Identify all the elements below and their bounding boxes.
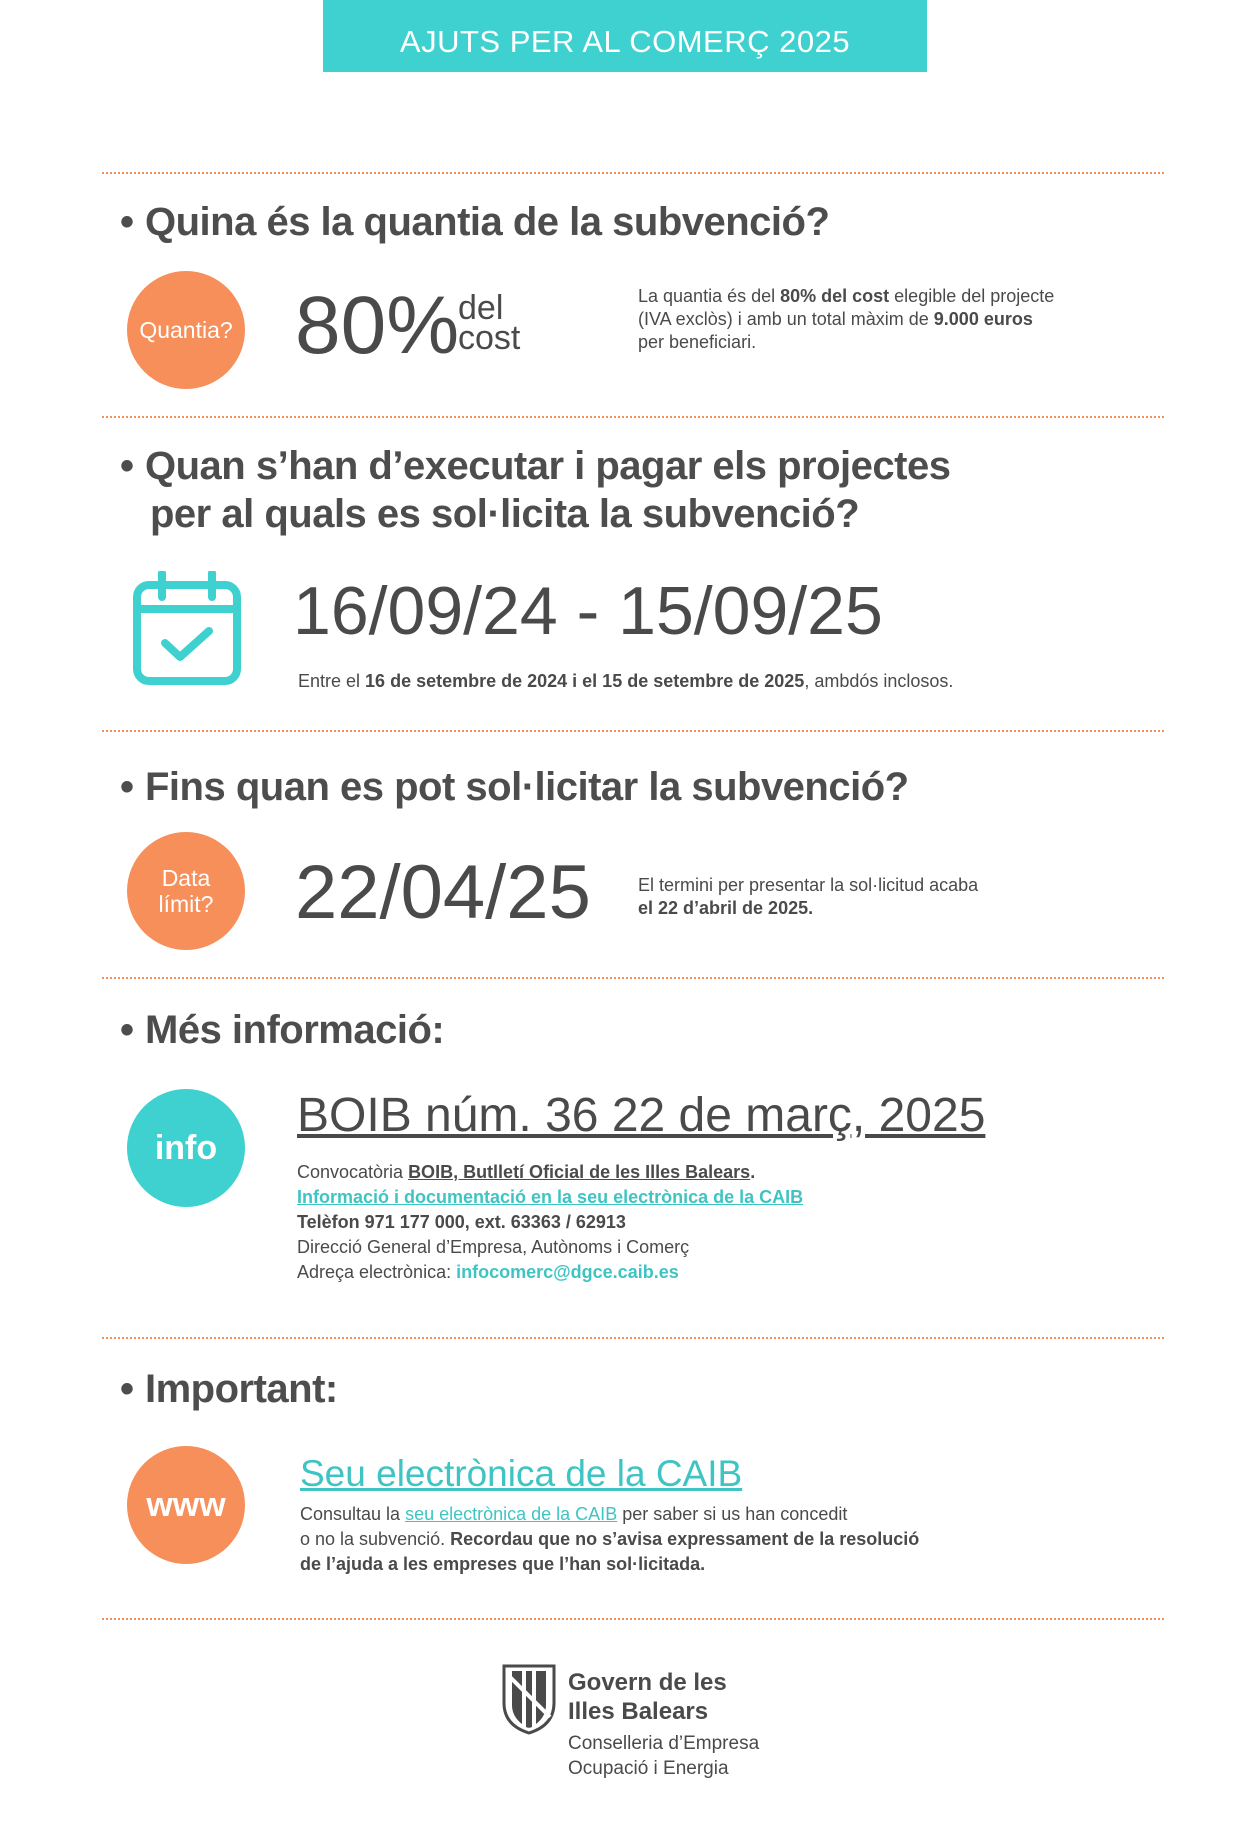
department-label: Conselleria d’Empresa Ocupació i Energia	[568, 1733, 760, 1779]
header-title: AJUTS PER AL COMERÇ 2025	[399, 24, 851, 59]
execution-date-range: 16/09/24 - 15/09/25	[293, 573, 883, 649]
government-name: Govern de les Illes Balears	[568, 1669, 727, 1725]
bullet: •	[120, 1367, 134, 1411]
section-title-more-info: • Més informació:	[120, 1008, 445, 1052]
divider	[102, 977, 1164, 979]
caib-documentation-link[interactable]: Informació i documentació en la seu electrònica de la CAIB	[297, 1187, 804, 1207]
amount-badge	[127, 271, 245, 389]
deadline-description: El termini per presentar la sol·licitud acaba el 22 d’abril de 2025.	[638, 875, 979, 918]
bullet: •	[120, 1008, 134, 1052]
deadline-badge-label: Data límit?	[158, 865, 214, 917]
info-badge-label: info	[154, 1129, 218, 1167]
calendar-check-icon	[132, 571, 242, 687]
www-badge	[127, 1446, 245, 1564]
www-badge-label: www	[146, 1486, 226, 1524]
contact-email-link[interactable]: infocomerc@dgce.caib.es	[456, 1262, 679, 1282]
execution-description: Entre el 16 de setembre de 2024 i el 15 de setembre de 2025, ambdós inclosos.	[298, 671, 954, 691]
info-details: Convocatòria BOIB, Butlletí Oficial de les Illes Balears. Informació i documentació en la seu electrònica de la CAIB Telèfon 971 177 000, ext. 63363 / 62913 Direcció General d’Empresa, Autònoms i Comerç Adreça electrònica: infocomerc@dgce.caib.es	[297, 1162, 804, 1282]
section-title-important: • Important:	[120, 1367, 338, 1411]
deadline-badge	[127, 832, 245, 950]
caib-inline-link[interactable]: seu electrònica de la CAIB	[405, 1504, 618, 1524]
divider	[102, 1618, 1164, 1620]
amount-description: La quantia és del 80% del cost elegible del projecte (IVA exclòs) i amb un total màxim de 9.000 euros per beneficiari.	[638, 286, 1055, 352]
deadline-date: 22/04/25	[295, 850, 591, 935]
amount-suffix: del cost	[458, 289, 521, 357]
important-description: Consultau la seu electrònica de la CAIB per saber si us han concedit o no la subvenció. Recordau que no s’avisa expressament de la resolució de l’ajuda a les empreses que l’han sol·licitada.	[300, 1504, 920, 1574]
phone-number: Telèfon 971 177 000, ext. 63363 / 62913	[297, 1212, 626, 1232]
boib-bulletin-link[interactable]: BOIB, Butlletí Oficial de les Illes Balears	[408, 1162, 751, 1182]
section-title-execution: • Quan s’han d’executar i pagar els projectes per al quals es sol·licita la subvenció?	[120, 444, 951, 536]
bullet: •	[120, 200, 134, 244]
bullet: •	[120, 765, 134, 809]
boib-link[interactable]: BOIB núm. 36 22 de març, 2025	[297, 1089, 986, 1142]
caib-portal-link[interactable]: Seu electrònica de la CAIB	[300, 1453, 743, 1494]
bullet: •	[120, 444, 134, 488]
header-banner	[323, 0, 927, 72]
divider	[102, 416, 1164, 418]
amount-percentage: 80%	[295, 280, 460, 371]
divider	[102, 730, 1164, 732]
department-name: Direcció General d’Empresa, Autònoms i Comerç	[297, 1237, 690, 1257]
amount-badge-label: Quantia?	[139, 317, 233, 343]
divider	[102, 1337, 1164, 1339]
section-title-amount: • Quina és la quantia de la subvenció?	[120, 200, 830, 244]
section-title-deadline: • Fins quan es pot sol·licitar la subvenció?	[120, 765, 909, 809]
info-badge	[127, 1089, 245, 1207]
coat-of-arms-icon	[500, 1663, 558, 1735]
divider	[102, 172, 1164, 174]
